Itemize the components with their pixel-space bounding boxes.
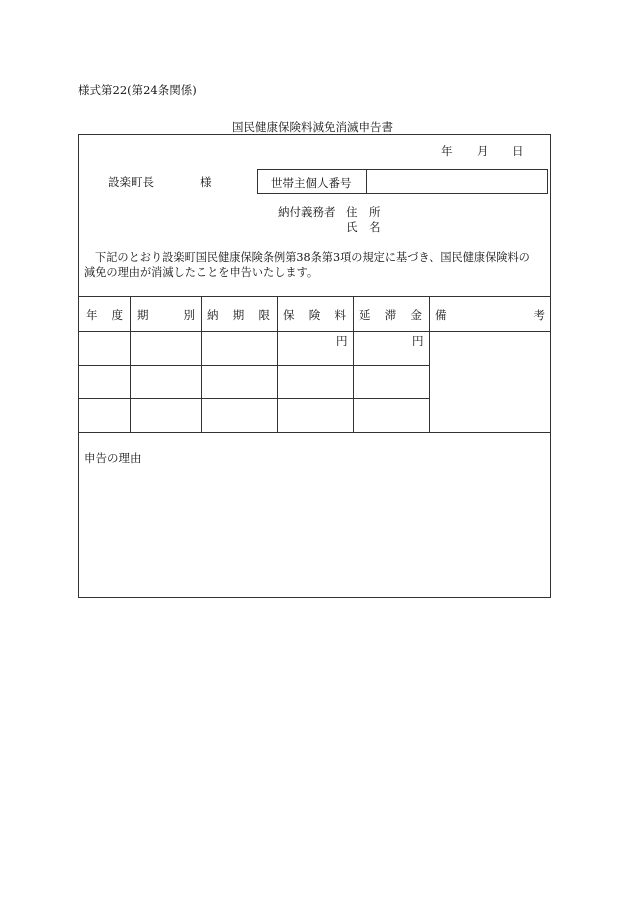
form-number: 様式第22(第24条関係) bbox=[78, 83, 197, 97]
date-month: 月 bbox=[477, 144, 489, 158]
date-year: 年 bbox=[441, 144, 453, 158]
household-head-number-field[interactable] bbox=[370, 173, 544, 191]
obligor-label: 納付義務者 bbox=[278, 205, 336, 219]
table-col-line-4 bbox=[353, 296, 354, 432]
household-head-number-label: 世帯主個人番号 bbox=[271, 176, 352, 190]
page-title: 国民健康保険料減免消滅申告書 bbox=[232, 120, 393, 134]
table-col-line-3 bbox=[277, 296, 278, 432]
table-top-line bbox=[78, 296, 551, 297]
header-fiscal-year: 年 度 bbox=[86, 308, 123, 322]
name-label: 氏 名 bbox=[346, 220, 381, 234]
table-col-line-1 bbox=[130, 296, 131, 432]
unit-insurance-premium: 円 bbox=[336, 334, 348, 348]
header-remarks: 備 考 bbox=[435, 308, 545, 322]
date-day: 日 bbox=[512, 144, 524, 158]
reason-label: 申告の理由 bbox=[84, 451, 142, 465]
addressee-honorific: 様 bbox=[200, 175, 212, 189]
header-insurance-premium: 保 険 料 bbox=[283, 308, 346, 322]
body-text-line-1: 下記のとおり設楽町国民健康保険条例第38条第3項の規定に基づき、国民健康保険料の bbox=[95, 251, 530, 264]
household-head-number-divider bbox=[366, 169, 367, 194]
header-period: 期 別 bbox=[137, 308, 195, 322]
unit-delinquency-charge: 円 bbox=[412, 334, 424, 348]
table-col-line-2 bbox=[201, 296, 202, 432]
body-text-line-2: 減免の理由が消滅したことを申告いたします。 bbox=[84, 266, 319, 279]
table-header-line bbox=[78, 331, 551, 332]
addressee-name: 設楽町長 bbox=[108, 175, 154, 189]
table-col-line-5 bbox=[429, 296, 430, 432]
header-due-date: 納 期 限 bbox=[207, 308, 270, 322]
table-bottom-line bbox=[78, 432, 551, 433]
header-delinquency-charge: 延 滞 金 bbox=[359, 308, 422, 322]
address-label: 住 所 bbox=[346, 205, 381, 219]
